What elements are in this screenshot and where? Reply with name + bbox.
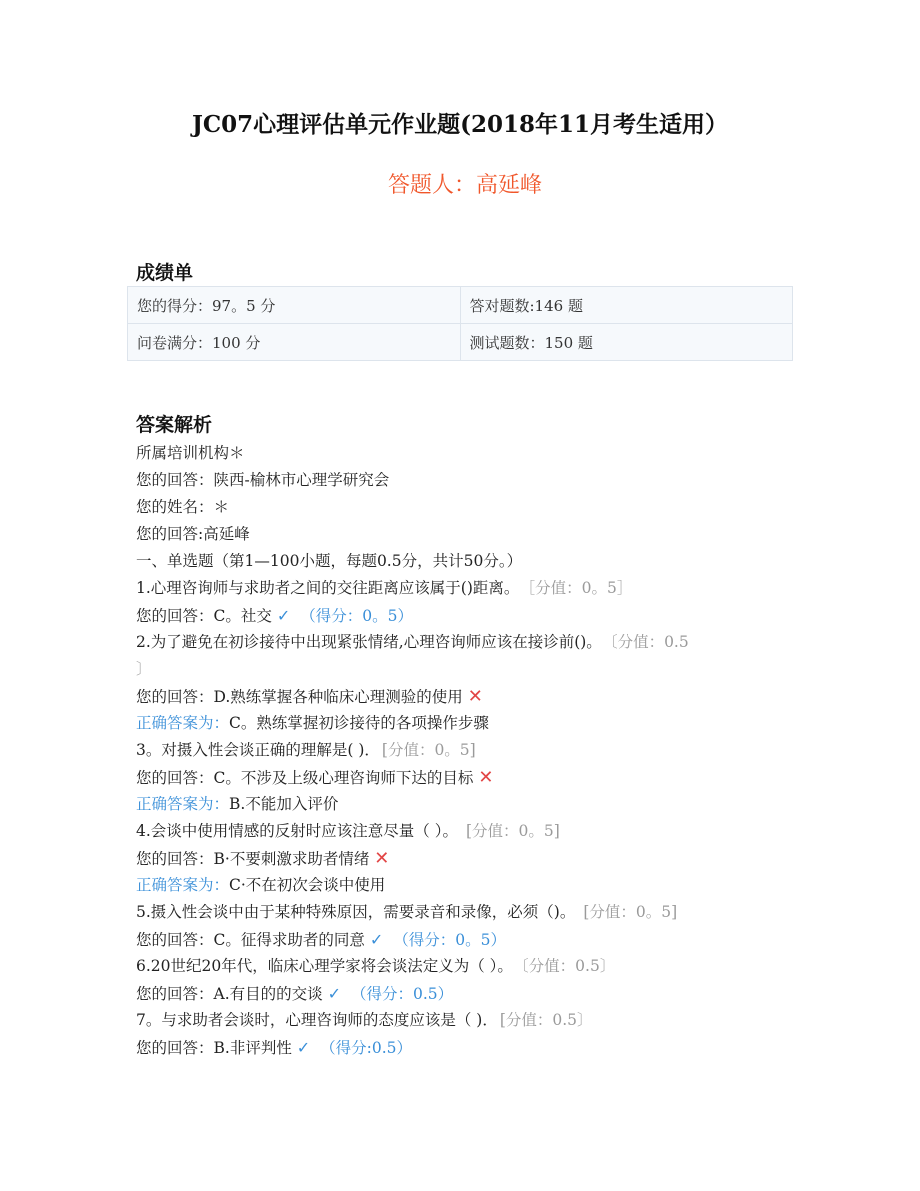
correct-answer: B.不能加入评价	[229, 795, 339, 813]
answer-analysis	[136, 440, 786, 1061]
correct-answer-line	[136, 791, 786, 818]
name-answer: 您的回答:高延峰	[136, 525, 250, 543]
score-row	[128, 287, 793, 324]
answer-line	[136, 1034, 786, 1061]
question-text	[136, 818, 786, 845]
question-stem: 7。与求助者会谈时，心理咨询师的态度应该是（ )．	[136, 1011, 498, 1029]
check-icon: ✓	[369, 930, 384, 949]
points-value: ［分值：0。5］	[527, 579, 633, 597]
answer-line	[136, 602, 786, 629]
question-text	[136, 1007, 786, 1034]
score-sheet-heading: 成绩单	[136, 262, 194, 284]
answer-line	[136, 926, 786, 953]
correct-answer-label: 正确答案为：	[136, 795, 230, 813]
cross-icon: ✕	[374, 848, 390, 869]
respondent-name: 答题人：高延峰	[387, 173, 542, 198]
org-question: 所属培训机构＊	[136, 444, 245, 462]
your-answer: 您的回答：C。不涉及上级心理咨询师下达的目标	[136, 769, 474, 787]
full-score-cell: 问卷满分：100 分	[128, 324, 461, 361]
your-answer: 您的回答：A.有目的的交谈	[136, 985, 323, 1003]
question-stem: 3。对摄入性会谈正确的理解是( )．	[136, 741, 380, 759]
score-row	[128, 324, 793, 361]
question-text	[136, 575, 786, 602]
correct-answer: C。熟练掌握初诊接待的各项操作步骤	[229, 714, 489, 732]
points-value: [分值：0.5〕	[499, 1011, 593, 1029]
question-stem: 1.心理咨询师与求助者之间的交往距离应该属于()距离。	[136, 579, 520, 597]
points-value: 〔分值：0.5	[609, 633, 689, 651]
earned-score: （得分:0.5）	[320, 1039, 413, 1057]
correct-answer: C·不在初次会谈中使用	[229, 876, 386, 894]
question-stem: 5.摄入性会谈中由于某种特殊原因，需要录音和录像，必须（)。	[136, 903, 576, 921]
check-icon: ✓	[296, 1038, 311, 1057]
org-answer: 您的回答：陕西-榆林市心理学研究会	[136, 471, 390, 489]
check-icon: ✓	[276, 606, 291, 625]
page-title: JC07心理评估单元作业题(2018年11月考生适用）	[191, 111, 729, 138]
section-intro: 一、单选题（第1—100小题，每题0.5分，共计50分。）	[136, 552, 523, 570]
your-score-cell: 您的得分：97。5 分	[128, 287, 461, 324]
question-stem: 2.为了避免在初诊接待中出现紧张情绪,心理咨询师应该在接诊前()。	[136, 633, 602, 651]
points-value-end: 〕	[136, 660, 152, 678]
correct-answer-label: 正确答案为：	[136, 876, 230, 894]
question-stem: 6.20世纪20年代，临床心理学家将会谈法定义为（ ）。	[136, 957, 513, 975]
points-value: [分值：0。5]	[583, 903, 678, 921]
points-value: [分值：0。5]	[465, 822, 560, 840]
your-answer: 您的回答：B.非评判性	[136, 1039, 292, 1057]
earned-score: （得分：0。5）	[300, 607, 413, 625]
your-answer: 您的回答：C。征得求助者的同意	[136, 931, 365, 949]
correct-answer-label: 正确答案为：	[136, 714, 230, 732]
question-text	[136, 737, 786, 764]
cross-icon: ✕	[478, 767, 494, 788]
question-stem: 4.会谈中使用情感的反射时应该注意尽量（ ）。	[136, 822, 458, 840]
name-question: 您的姓名：＊	[136, 498, 230, 516]
check-icon: ✓	[327, 984, 341, 1003]
total-count-cell: 测试题数：150 题	[460, 324, 793, 361]
question-text-continued	[136, 656, 786, 683]
cross-icon: ✕	[467, 686, 483, 707]
points-value: [分值：0。5]	[381, 741, 476, 759]
correct-answer-line	[136, 872, 786, 899]
points-value: 〔分值：0.5〕	[520, 957, 616, 975]
correct-answer-line	[136, 710, 786, 737]
score-table	[127, 286, 793, 361]
your-answer: 您的回答：C。社交	[136, 607, 272, 625]
earned-score: （得分：0.5）	[350, 985, 454, 1003]
analysis-heading: 答案解析	[136, 414, 213, 436]
answer-line	[136, 683, 786, 710]
earned-score: （得分：0。5）	[393, 931, 506, 949]
your-answer: 您的回答：B·不要刺激求助者情绪	[136, 850, 370, 868]
correct-count-cell: 答对题数:146 题	[460, 287, 793, 324]
answer-line	[136, 845, 786, 872]
question-text	[136, 629, 786, 656]
question-text	[136, 899, 786, 926]
your-answer: 您的回答：D.熟练掌握各种临床心理测验的使用	[136, 688, 463, 706]
question-text	[136, 953, 786, 980]
answer-line	[136, 980, 786, 1007]
answer-line	[136, 764, 786, 791]
